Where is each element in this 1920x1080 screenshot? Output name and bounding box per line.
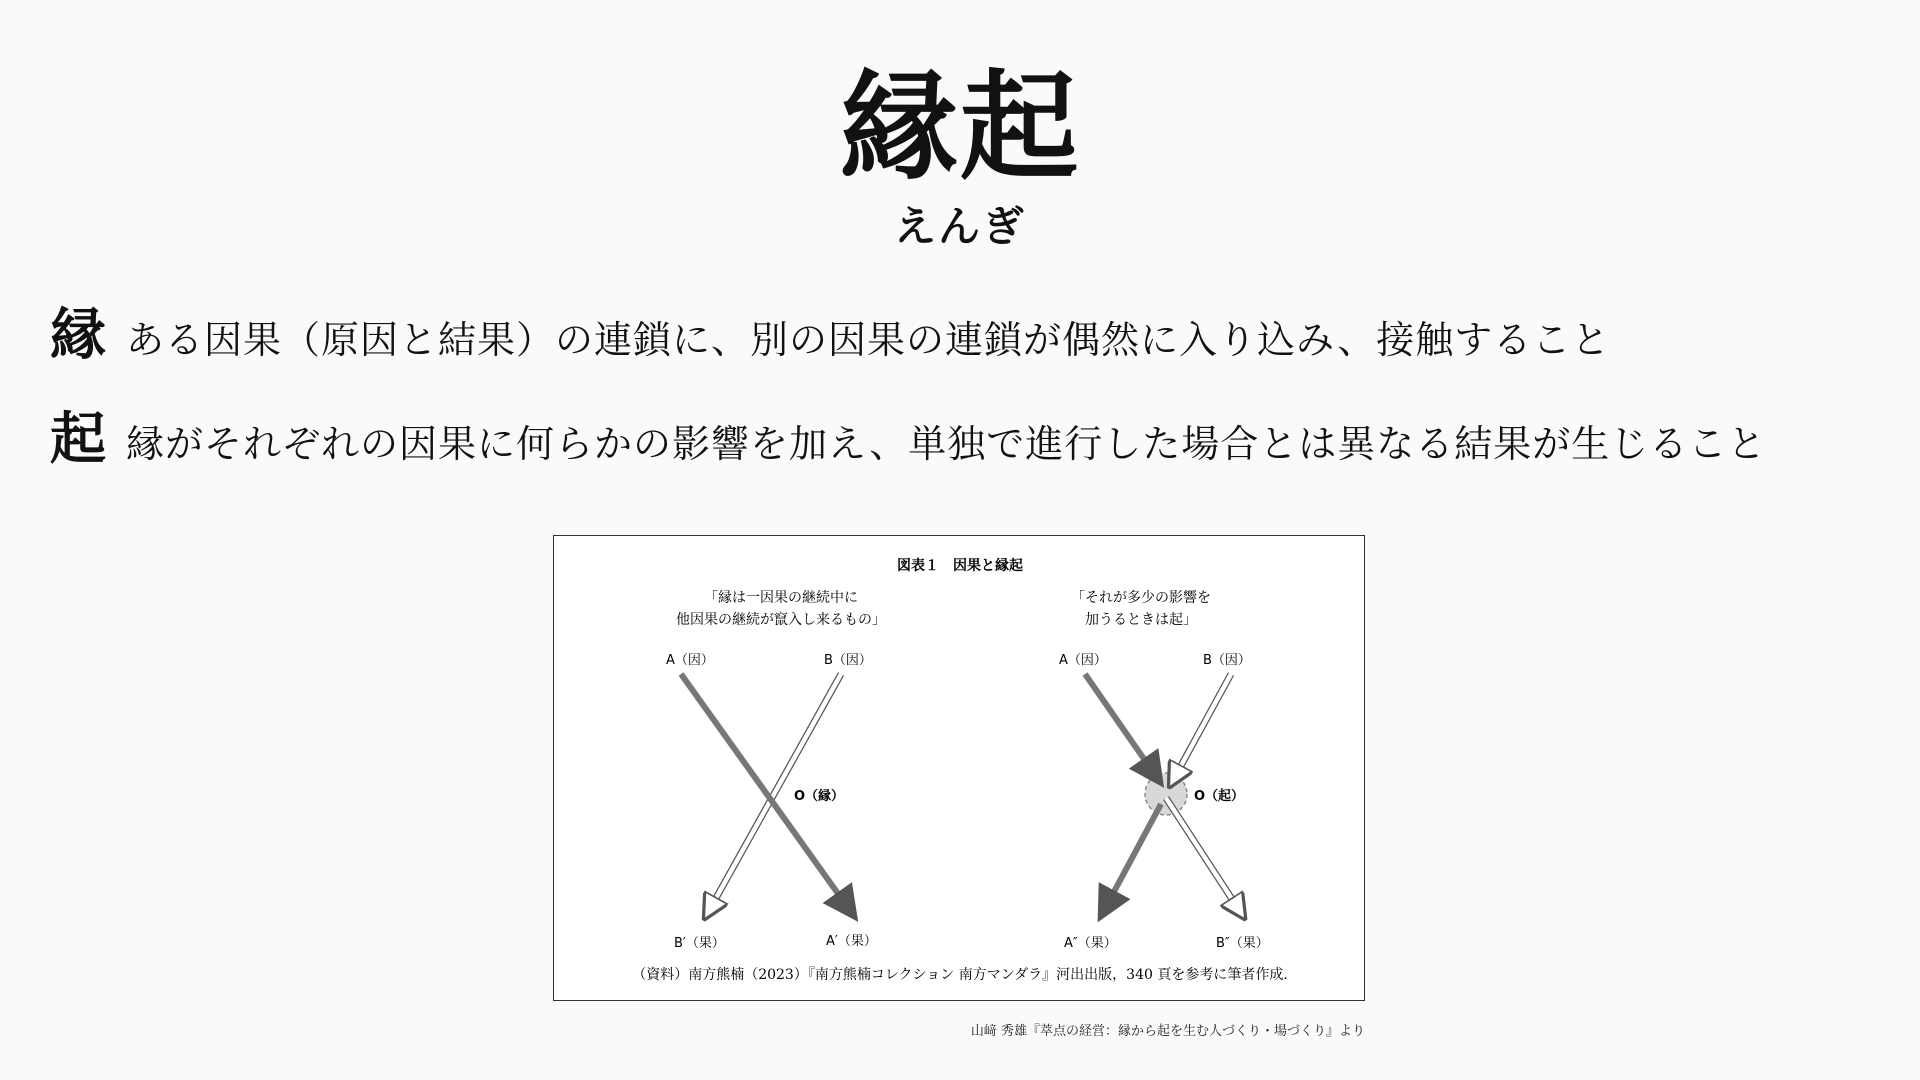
right-label-b: B（因） [1203, 653, 1251, 668]
right-label-a-end: A″（果） [1064, 936, 1117, 951]
figure-source: （資料）南方熊楠（2023）『南方熊楠コレクション 南方マンダラ』河出出版，340 頁を参考に筆者作成. [632, 967, 1288, 983]
right-caption-1: 「それが多少の影響を [1071, 590, 1211, 606]
left-label-a-end: A′（果） [826, 934, 877, 949]
definition-text: ある因果（原因と結果）の連鎖に、別の因果の連鎖が偶然に入り込み、接触すること [126, 317, 1611, 362]
arrow-o-to-a-double-prime [1101, 804, 1161, 916]
left-label-b-end: B′（果） [674, 936, 725, 951]
left-label-b: B（因） [824, 653, 872, 668]
credit: 山﨑 秀雄『萃点の経営：縁から起を生む人づくり・場づくり』より [970, 1024, 1365, 1039]
arrow-a-to-o [1085, 674, 1160, 782]
left-label-a: A（因） [666, 653, 714, 668]
page-title: 縁起 [839, 57, 1080, 196]
arrow-b-to-o [1171, 674, 1231, 784]
right-label-b-end: B″（果） [1216, 936, 1269, 951]
arrow-o-to-b-double-prime [1166, 798, 1243, 916]
title-reading: えんぎ [893, 202, 1026, 251]
definition-en [50, 303, 1611, 368]
causality-diagram [554, 536, 1366, 1002]
right-label-a: A（因） [1059, 653, 1107, 668]
left-caption-1: 「縁は一因果の継続中に [704, 590, 858, 606]
causality-figure [553, 535, 1365, 1001]
right-label-o: O（起） [1194, 789, 1245, 804]
definition-ki [50, 407, 1767, 472]
left-caption-2: 他因果の継続が竄入し来るもの」 [676, 612, 886, 628]
figure-title: 図表１ 因果と縁起 [897, 558, 1023, 574]
definition-text: 縁がそれぞれの因果に何らかの影響を加え、単独で進行した場合とは異なる結果が生じること [126, 421, 1767, 466]
left-label-o: O（縁） [794, 789, 845, 804]
definition-kanji: 縁 [50, 303, 106, 368]
right-caption-2: 加うるときは起」 [1085, 612, 1197, 628]
interaction-circle [1145, 773, 1187, 815]
definition-kanji: 起 [50, 407, 106, 472]
